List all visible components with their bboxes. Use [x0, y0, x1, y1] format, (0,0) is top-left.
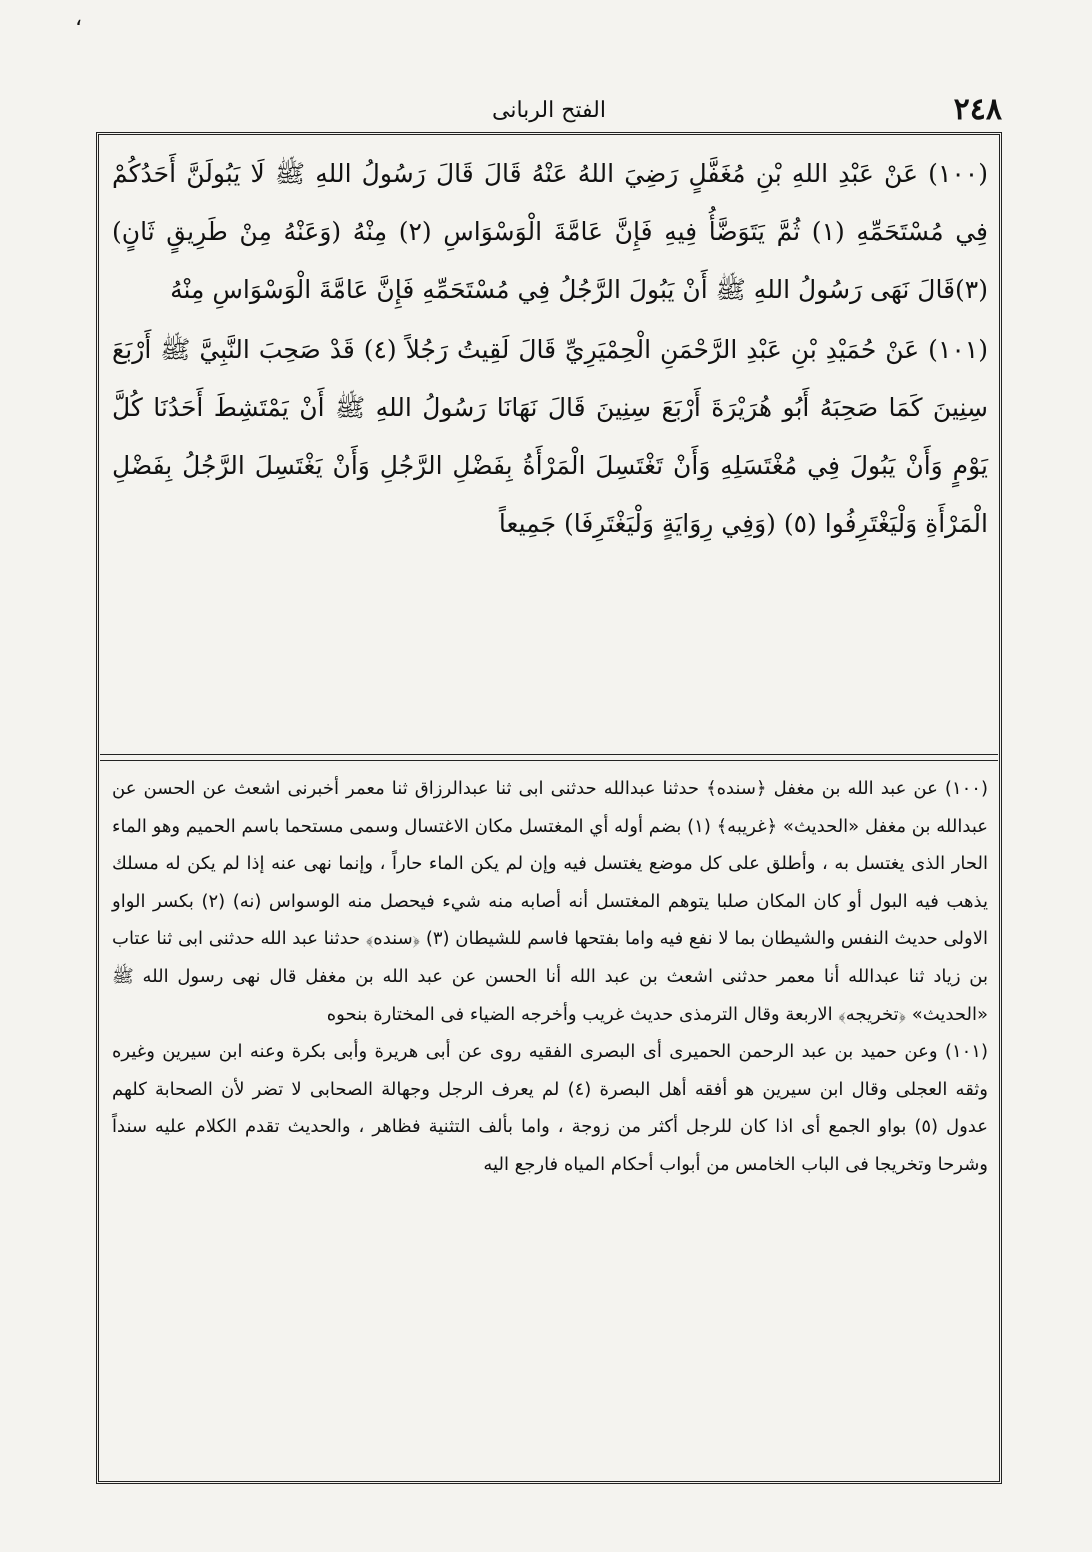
page-number: ٢٤٨ [953, 92, 1002, 127]
section-separator [100, 754, 998, 761]
hadith-101: (١٠١) عَنْ حُمَيْدِ بْنِ عَبْدِ الرَّحْمَنِ الْحِمْيَرِيِّ قَالَ لَقِيتُ رَجُلاً (٤) قَدْ صَحِبَ النَّبِيَّ ﷺ أَرْبَعَ سِنِينَ كَمَا صَحِبَهُ أَبُو هُرَيْرَةَ أَرْبَعَ سِنِينَ قَالَ نَهَانَا رَسُولُ اللهِ ﷺ أَنْ يَمْتَشِطَ أَحَدُنَا كُلَّ يَوْمٍ وَأَنْ يَبُولَ فِي مُغْتَسَلِهِ وَأَنْ تَغْتَسِلَ الْمَرْأَةُ بِفَضْلِ الرَّجُلِ وَأَنْ يَغْتَسِلَ الرَّجُلُ بِفَضْلِ الْمَرْأَةِ وَلْيَغْتَرِفُوا (٥) (وَفِي رِوَايَةٍ وَلْيَغْتَرِفَا) جَمِيعاً [112, 335, 988, 538]
commentary-note-101: (١٠١) وعن حميد بن عبد الرحمن الحميرى أى البصرى الفقيه روى عن أبى هريرة وأبى بكرة وعنه ابن سيرين وغيره وثقه العجلى وقال ابن سيرين هو أفقه أهل البصرة (٤) لم يعرف الرجل وجهالة الصحابى لا تضر لأن الصحابة كلهم عدول (٥) بواو الجمع أى اذا كان للرجل أكثر من زوجة ، واما بألف التثنية فظاهر ، والحديث تقدم الكلام عليه سنداً وشرحا وتخريجا فى الباب الخامس من أبواب أحكام المياه فارجع اليه [112, 1041, 989, 1175]
running-title: الفتح الربانى [491, 98, 607, 123]
corner-mark: ، [75, 6, 83, 31]
commentary-text [112, 770, 988, 1184]
hadith-text [112, 145, 988, 555]
hadith-100: (١٠٠) عَنْ عَبْدِ اللهِ بْنِ مُغَفَّلٍ رَضِيَ اللهُ عَنْهُ قَالَ قَالَ رَسُولُ اللهِ ﷺ لَا يَبُولَنَّ أَحَدُكُمْ فِي مُسْتَحَمِّهِ (١) ثُمَّ يَتَوَضَّأُ فِيهِ فَإِنَّ عَامَّةَ الْوَسْوَاسِ (٢) مِنْهُ (وَعَنْهُ مِنْ طَرِيقٍ ثَانٍ) (٣)قَالَ نَهَى رَسُولُ اللهِ ﷺ أَنْ يَبُولَ الرَّجُلُ فِي مُسْتَحَمِّهِ فَإِنَّ عَامَّةَ الْوَسْوَاسِ مِنْهُ [112, 159, 989, 304]
page-header [96, 92, 1002, 132]
commentary-note-100: (١٠٠) عن عبد الله بن مغفل ﴿سنده﴾ حدثنا عبدالله حدثنى ابى ثنا عبدالرزاق ثنا معمر أخبرنى اشعث عن الحسن عن عبدالله بن مغفل «الحديث» ﴿غريبه﴾ (١) بضم أوله أي المغتسل مكان الاغتسال وسمى مستحما باسم الحميم وهو الماء الحار الذى يغتسل به ، وأطلق على كل موضع يغتسل فيه وإن لم يكن الماء حاراً ، وإنما نهى عنه إذا لم يكن له مسلك يذهب فيه البول أو كان المكان صلبا يتوهم المغتسل أنه أصابه منه شيء فيحصل منه الوسواس (نه) (٢) بكسر الواو الاولى حديث النفس والشيطان بما لا نفع فيه واما بفتحها فاسم للشيطان (٣) ﴿سنده﴾ حدثنا عبد الله حدثنى ابى ثنا عتاب بن زياد ثنا عبدالله أنا معمر حدثنى اشعث بن عبد الله أنا الحسن عن عبد الله بن مغفل قال نهى رسول الله ﷺ «الحديث» ﴿تخريجه﴾ الاربعة وقال الترمذى حديث غريب وأخرجه الضياء فى المختارة بنحوه [112, 778, 988, 1025]
